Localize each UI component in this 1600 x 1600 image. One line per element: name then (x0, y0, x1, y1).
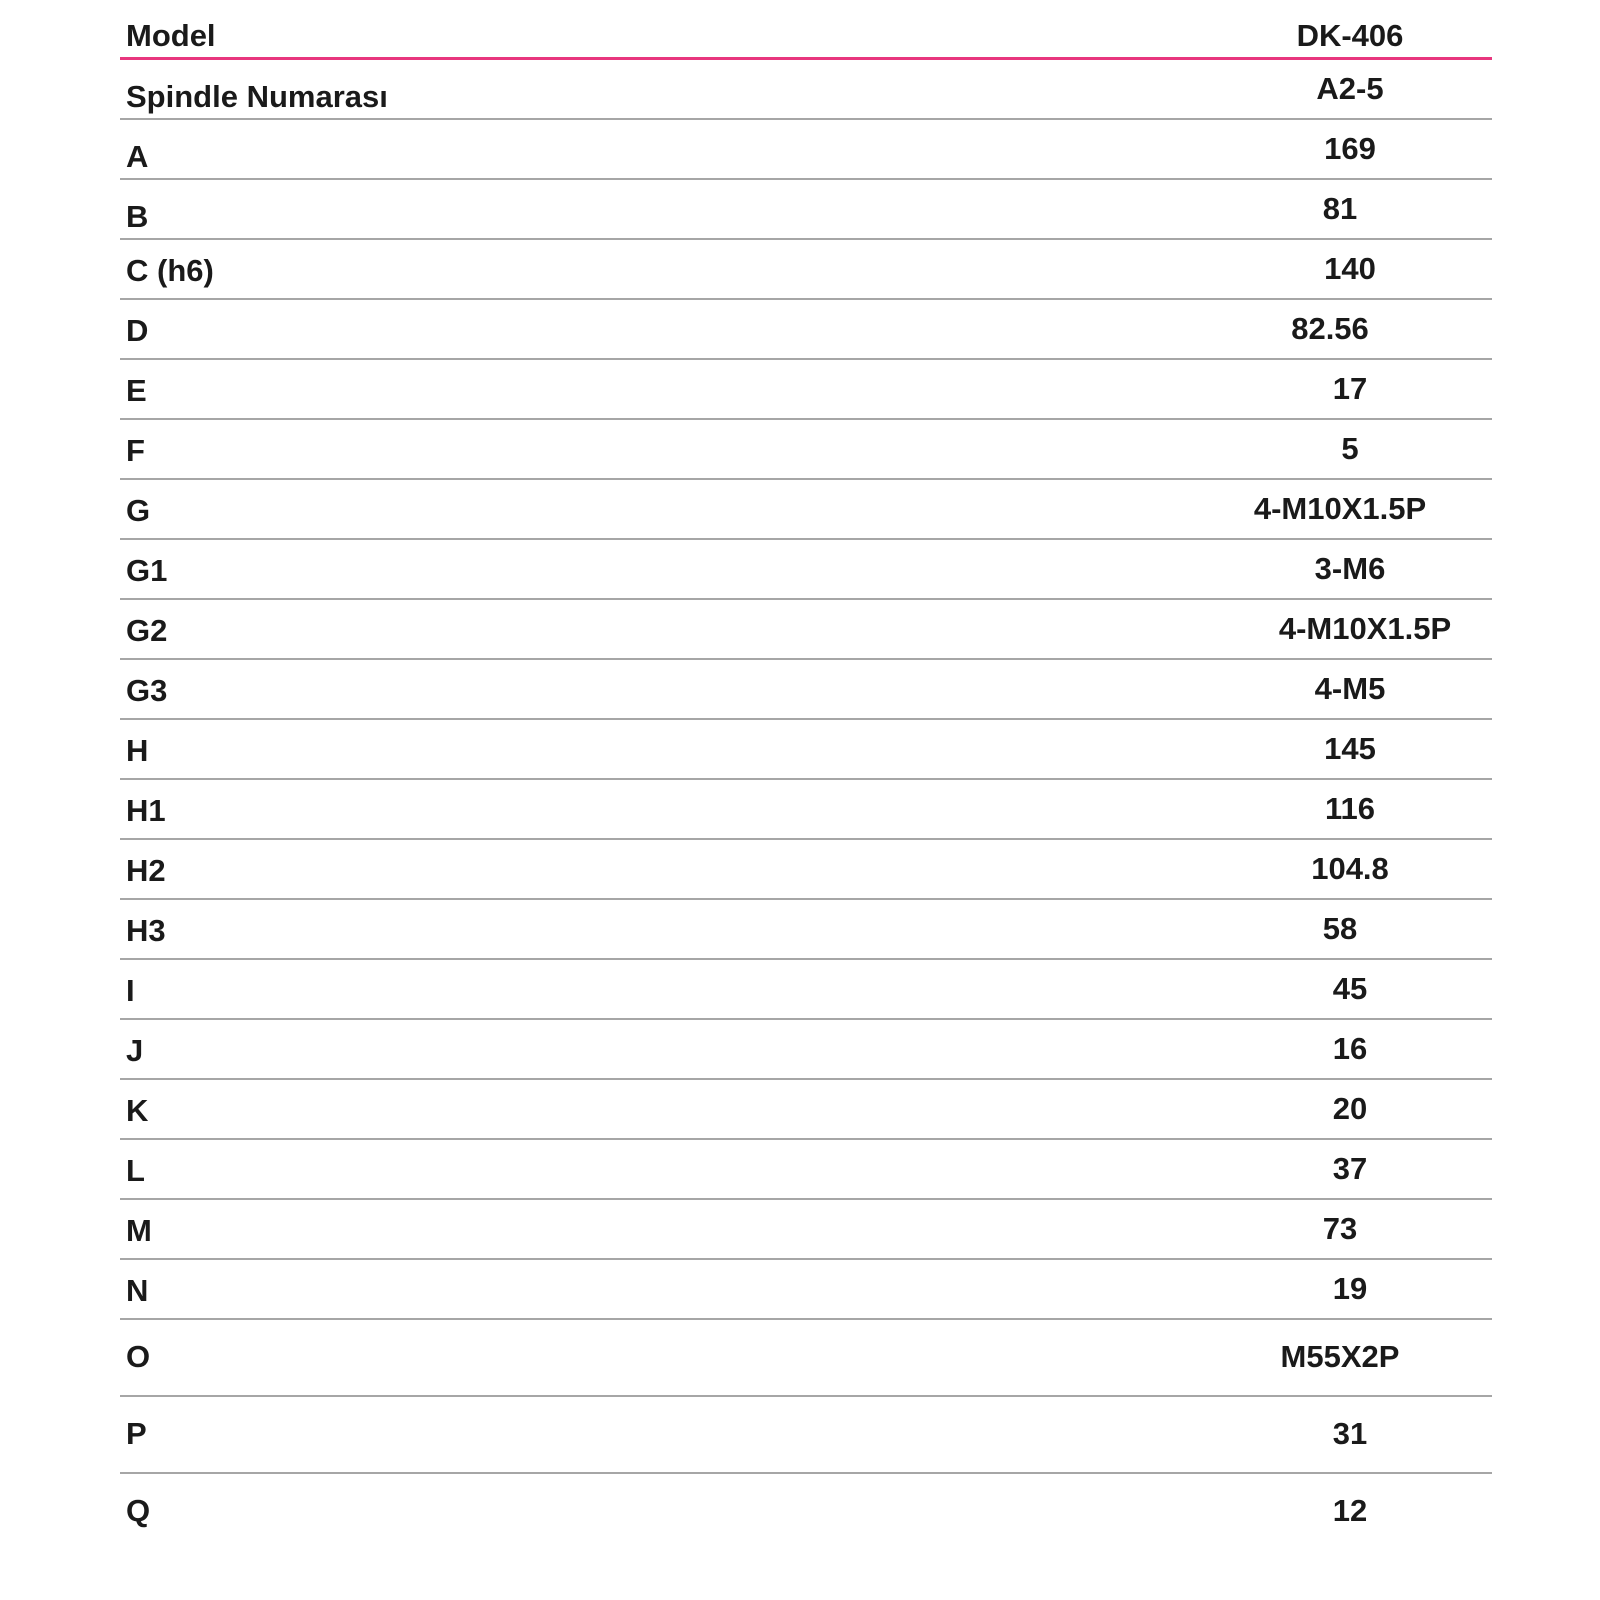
row-label: G1 (126, 552, 168, 588)
row-value: M55X2P (1280, 1339, 1400, 1374)
row-label: H2 (126, 852, 166, 888)
row-value: 12 (1332, 1493, 1368, 1528)
row-value: 104.8 (1311, 851, 1389, 886)
row-label: K (126, 1092, 149, 1128)
table-row (120, 60, 1492, 120)
table-row (120, 780, 1492, 840)
row-label: F (126, 432, 145, 468)
row-label: N (126, 1272, 149, 1308)
row-value: 20 (1332, 1091, 1368, 1126)
row-value: 81 (1322, 191, 1358, 226)
table-row (120, 600, 1492, 660)
table-row (120, 660, 1492, 720)
row-label: I (126, 972, 135, 1008)
table-row (120, 1080, 1492, 1140)
table-row (120, 480, 1492, 540)
row-label: J (126, 1032, 144, 1068)
table-row (120, 300, 1492, 360)
table-row (120, 1140, 1492, 1200)
row-value: 73 (1322, 1211, 1358, 1246)
table-row (120, 840, 1492, 900)
row-label: G (126, 492, 151, 528)
row-label: E (126, 372, 147, 408)
row-value: 145 (1324, 731, 1376, 766)
table-row (120, 180, 1492, 240)
row-value: 169 (1324, 131, 1376, 166)
row-label: G3 (126, 672, 168, 708)
row-label: O (126, 1339, 151, 1374)
table-header-row (120, 0, 1492, 60)
table-row (120, 240, 1492, 300)
row-value: 45 (1332, 971, 1368, 1006)
row-value: 31 (1332, 1416, 1368, 1451)
row-value: 58 (1322, 911, 1358, 946)
row-value: 4-M5 (1314, 671, 1386, 706)
table-row (120, 540, 1492, 600)
row-value: 116 (1324, 791, 1376, 826)
row-value: 4-M10X1.5P (1278, 611, 1452, 646)
row-value: 82.56 (1291, 311, 1369, 346)
table-row (120, 1397, 1492, 1474)
table-row (120, 1260, 1492, 1320)
row-label: Q (126, 1493, 151, 1528)
row-value: A2-5 (1316, 71, 1384, 106)
row-label: C (h6) (126, 252, 214, 288)
row-value: 16 (1332, 1031, 1368, 1066)
row-label: M (126, 1212, 152, 1248)
row-label: A (126, 138, 149, 174)
row-label: L (126, 1152, 145, 1188)
header-label: Model (126, 17, 216, 53)
row-label: Spindle Numarası (126, 78, 388, 114)
row-label: B (126, 198, 149, 234)
row-value: 37 (1332, 1151, 1368, 1186)
row-label: H (126, 732, 149, 768)
row-value: 19 (1332, 1271, 1368, 1306)
table-row (120, 360, 1492, 420)
table-row (120, 1474, 1492, 1551)
spec-table (120, 0, 1492, 1551)
row-value: 3-M6 (1314, 551, 1386, 586)
table-row (120, 120, 1492, 180)
row-value: 140 (1324, 251, 1376, 286)
header-value: DK-406 (1296, 17, 1404, 53)
row-label: D (126, 312, 149, 348)
row-label: H1 (126, 792, 166, 828)
table-row (120, 1320, 1492, 1397)
table-row (120, 1200, 1492, 1260)
row-value: 17 (1332, 371, 1368, 406)
table-row (120, 900, 1492, 960)
table-row (120, 720, 1492, 780)
row-label: H3 (126, 912, 166, 948)
table-row (120, 420, 1492, 480)
row-label: G2 (126, 612, 168, 648)
row-value: 4-M10X1.5P (1253, 491, 1427, 526)
row-value: 5 (1341, 431, 1359, 466)
row-label: P (126, 1416, 147, 1451)
table-row (120, 1020, 1492, 1080)
table-row (120, 960, 1492, 1020)
